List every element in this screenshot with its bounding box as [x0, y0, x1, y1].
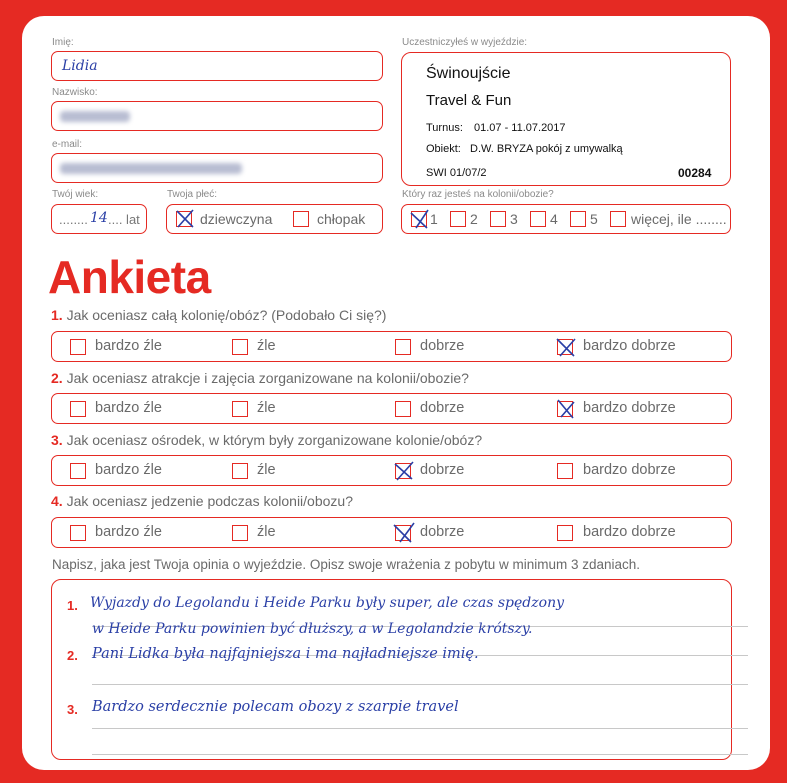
q3-checkbox-bad[interactable] — [232, 463, 248, 479]
writing-line — [92, 728, 748, 729]
redacted-surname — [60, 111, 130, 122]
visit-checkbox-5[interactable] — [570, 211, 586, 227]
age-unit: .... lat — [108, 212, 140, 227]
q4-option-very-good: bardzo dobrze — [583, 524, 676, 540]
visit-count-label: Który raz jesteś na kolonii/obozie? — [402, 189, 554, 200]
visit-checkbox-3[interactable] — [490, 211, 506, 227]
q1-option-very-bad: bardzo źle — [95, 338, 162, 354]
survey-title: Ankieta — [48, 251, 211, 303]
redacted-email — [60, 163, 242, 174]
turnus-value: 01.07 - 11.07.2017 — [474, 122, 566, 134]
visit-checkbox-2[interactable] — [450, 211, 466, 227]
gender-option-boy: chłopak — [317, 211, 366, 227]
q2-checkbox-very-bad[interactable] — [70, 401, 86, 417]
q4-option-bad: źle — [257, 524, 276, 540]
opinion-number-3: 3. — [67, 702, 78, 717]
opinion-number-1: 1. — [67, 598, 78, 613]
q2-option-very-good: bardzo dobrze — [583, 400, 676, 416]
name-label: Imię: — [52, 37, 74, 48]
visit-option-4: 4 — [550, 211, 558, 227]
opinion-textarea[interactable] — [51, 579, 732, 760]
q1-option-bad: źle — [257, 338, 276, 354]
gender-checkbox-girl[interactable] — [176, 211, 192, 227]
question-1: 1. Jak oceniasz całą kolonię/obóz? (Podobało Ci się?) — [51, 307, 387, 323]
trip-code: SWI 01/07/2 — [426, 167, 487, 179]
check-mark-icon — [410, 209, 430, 229]
opinion-prompt: Napisz, jaka jest Twoja opinia o wyjeździe. Opisz swoje wrażenia z pobytu w minimum 3 zdaniach. — [52, 557, 641, 572]
obiekt-value: D.W. BRYZA pokój z umywalką — [470, 143, 623, 155]
q2-option-good: dobrze — [420, 400, 465, 416]
age-dots: ........ — [59, 212, 88, 227]
question-2: 2. Jak oceniasz atrakcje i zajęcia zorganizowane na kolonii/obozie? — [51, 370, 469, 386]
trip-number: 00284 — [678, 166, 712, 180]
turnus-label: Turnus: — [426, 122, 463, 134]
gender-option-girl: dziewczyna — [200, 211, 273, 227]
check-mark-icon — [394, 523, 414, 543]
opinion-answer-line-2: w Heide Parku powinien być dłuższy, a w Legolandzie krótszy. — [92, 621, 533, 637]
trip-company: Travel & Fun — [426, 92, 512, 109]
question-4-answers — [51, 517, 732, 548]
visit-checkbox-4[interactable] — [530, 211, 546, 227]
q1-checkbox-bad[interactable] — [232, 339, 248, 355]
visit-option-3: 3 — [510, 211, 518, 227]
q3-option-bad: źle — [257, 462, 276, 478]
visit-option-5: 5 — [590, 211, 598, 227]
q1-checkbox-good[interactable] — [395, 339, 411, 355]
survey-sheet — [22, 16, 770, 770]
q3-checkbox-good[interactable] — [395, 463, 411, 479]
q4-checkbox-good[interactable] — [395, 525, 411, 541]
q3-option-very-bad: bardzo źle — [95, 462, 162, 478]
question-1-answers — [51, 331, 732, 362]
visit-option-1: 1 — [430, 211, 438, 227]
gender-checkbox-boy[interactable] — [293, 211, 309, 227]
check-mark-icon — [394, 461, 414, 481]
q1-checkbox-very-good[interactable] — [557, 339, 573, 355]
q3-checkbox-very-bad[interactable] — [70, 463, 86, 479]
writing-line — [92, 684, 748, 685]
opinion-answer-line-1: Wyjazdy do Legolandu i Heide Parku były super, ale czas spędzony — [90, 595, 564, 611]
q3-option-good: dobrze — [420, 462, 465, 478]
q2-checkbox-very-good[interactable] — [557, 401, 573, 417]
q2-checkbox-good[interactable] — [395, 401, 411, 417]
visit-count-group — [401, 204, 731, 234]
trip-stamp — [401, 52, 731, 186]
question-3: 3. Jak oceniasz ośrodek, w którym były zorganizowane kolonie/obóz? — [51, 432, 483, 448]
q1-option-good: dobrze — [420, 338, 465, 354]
age-field[interactable] — [51, 204, 147, 234]
q4-option-good: dobrze — [420, 524, 465, 540]
email-field[interactable] — [51, 153, 383, 183]
check-mark-icon — [556, 337, 576, 357]
gender-label: Twoja płeć: — [167, 189, 218, 200]
age-label: Twój wiek: — [52, 189, 99, 200]
writing-line — [92, 754, 748, 755]
q1-checkbox-very-bad[interactable] — [70, 339, 86, 355]
question-3-answers — [51, 455, 732, 486]
q2-checkbox-bad[interactable] — [232, 401, 248, 417]
question-2-answers — [51, 393, 732, 424]
q4-checkbox-very-good[interactable] — [557, 525, 573, 541]
opinion-answer-line-4: Bardzo serdecznie polecam obozy z szarpie travel — [92, 699, 459, 715]
visit-option-2: 2 — [470, 211, 478, 227]
trip-label: Uczestniczyłeś w wyjeździe: — [402, 37, 528, 48]
age-value: 14 — [90, 210, 108, 226]
obiekt-label: Obiekt: — [426, 143, 461, 155]
q4-checkbox-very-bad[interactable] — [70, 525, 86, 541]
gender-group — [166, 204, 383, 234]
surname-label: Nazwisko: — [52, 87, 98, 98]
visit-checkbox-more[interactable] — [610, 211, 626, 227]
check-mark-icon — [175, 209, 195, 229]
opinion-number-2: 2. — [67, 648, 78, 663]
check-mark-icon — [556, 399, 576, 419]
q4-checkbox-bad[interactable] — [232, 525, 248, 541]
q2-option-bad: źle — [257, 400, 276, 416]
q4-option-very-bad: bardzo źle — [95, 524, 162, 540]
visit-option-more: więcej, ile ........ — [631, 211, 727, 227]
email-label: e-mail: — [52, 139, 83, 150]
q3-checkbox-very-good[interactable] — [557, 463, 573, 479]
q2-option-very-bad: bardzo źle — [95, 400, 162, 416]
name-field[interactable] — [51, 51, 383, 81]
question-4: 4. Jak oceniasz jedzenie podczas kolonii/obozu? — [51, 493, 353, 509]
name-value: Lidia — [62, 58, 98, 74]
surname-field[interactable] — [51, 101, 383, 131]
q3-option-very-good: bardzo dobrze — [583, 462, 676, 478]
opinion-answer-line-3: Pani Lidka była najfajniejsza i ma najładniejsze imię. — [92, 646, 479, 662]
trip-city: Świnoujście — [426, 65, 511, 82]
q1-option-very-good: bardzo dobrze — [583, 338, 676, 354]
visit-checkbox-1[interactable] — [411, 211, 427, 227]
